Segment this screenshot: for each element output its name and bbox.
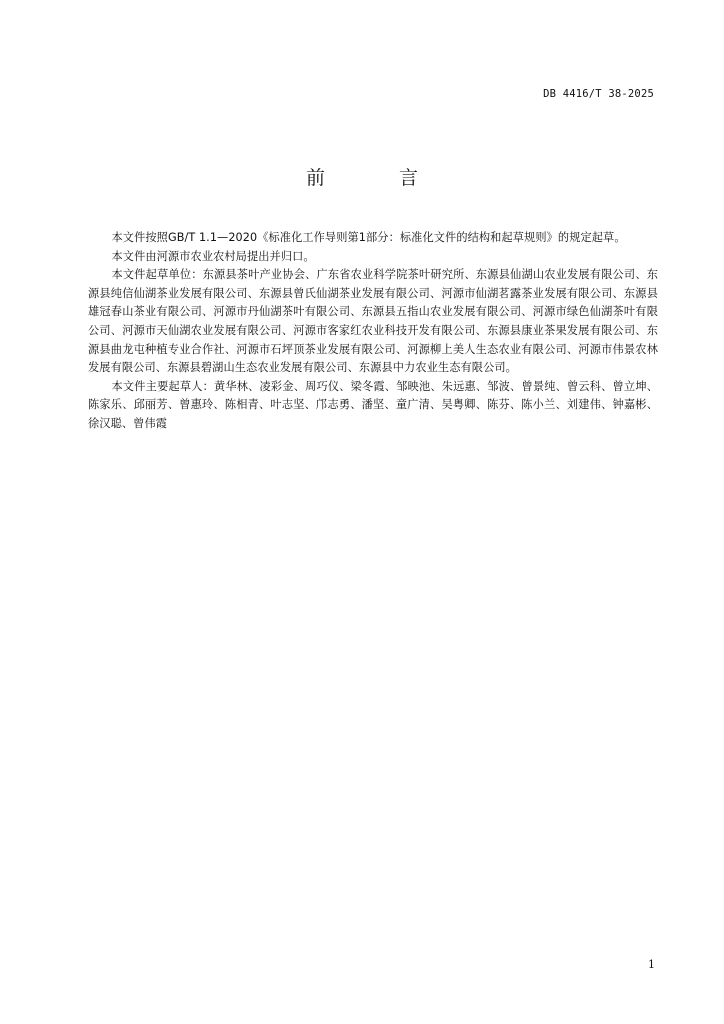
foreword-body [88,229,658,434]
page-title: 前 言 [305,167,453,189]
paragraph-proposer: 本文件由河源市农业农村局提出并归口。 [111,249,315,263]
paragraph-drafting-rules: 本文件按照GB/T 1.1—2020《标准化工作导则第1部分：标准化文件的结构和起草规则》的规定起草。 [111,231,626,244]
page-number: 1 [648,958,655,971]
paragraph-drafting-units: 本文件起草单位：东源县茶叶产业协会、广东省农业科学院茶叶研究所、东源县仙湖山农业发展有限公司、东源县纯信仙湖茶业发展有限公司、东源县曾氏仙湖茶业发展有限公司、河源市仙湖茗露茶业发展有限公司、东源县雄冠春山茶业有限公司、河源市丹仙湖茶叶有限公司、东源县五指山农业发展有限公司、河源市绿色仙湖茶叶有限公司、河源市天仙湖农业发展有限公司、河源市客家红农业科技开发有限公司、东源县康业茶果发展有限公司、东源县曲龙屯种植专业合作社、河源市石坪顶茶业发展有限公司、河源柳上美人生态农业有限公司、河源市伟景农林发展有限公司、东源县碧湖山生态农业发展有限公司、东源县中力农业生态有限公司。 [88,268,658,375]
standard-number: DB 4416/T 38-2025 [543,88,654,100]
paragraph-drafters: 本文件主要起草人：黄华林、凌彩金、周巧仪、梁冬霞、邹映池、朱远惠、邹波、曾景纯、曾云科、曾立坤、陈家乐、邱丽芳、曾惠玲、陈相青、叶志坚、邝志勇、潘坚、童广清、吴粤卿、陈芬、陈小兰、刘建伟、钟嘉彬、徐汉聪、曾伟霞 [88,379,658,430]
